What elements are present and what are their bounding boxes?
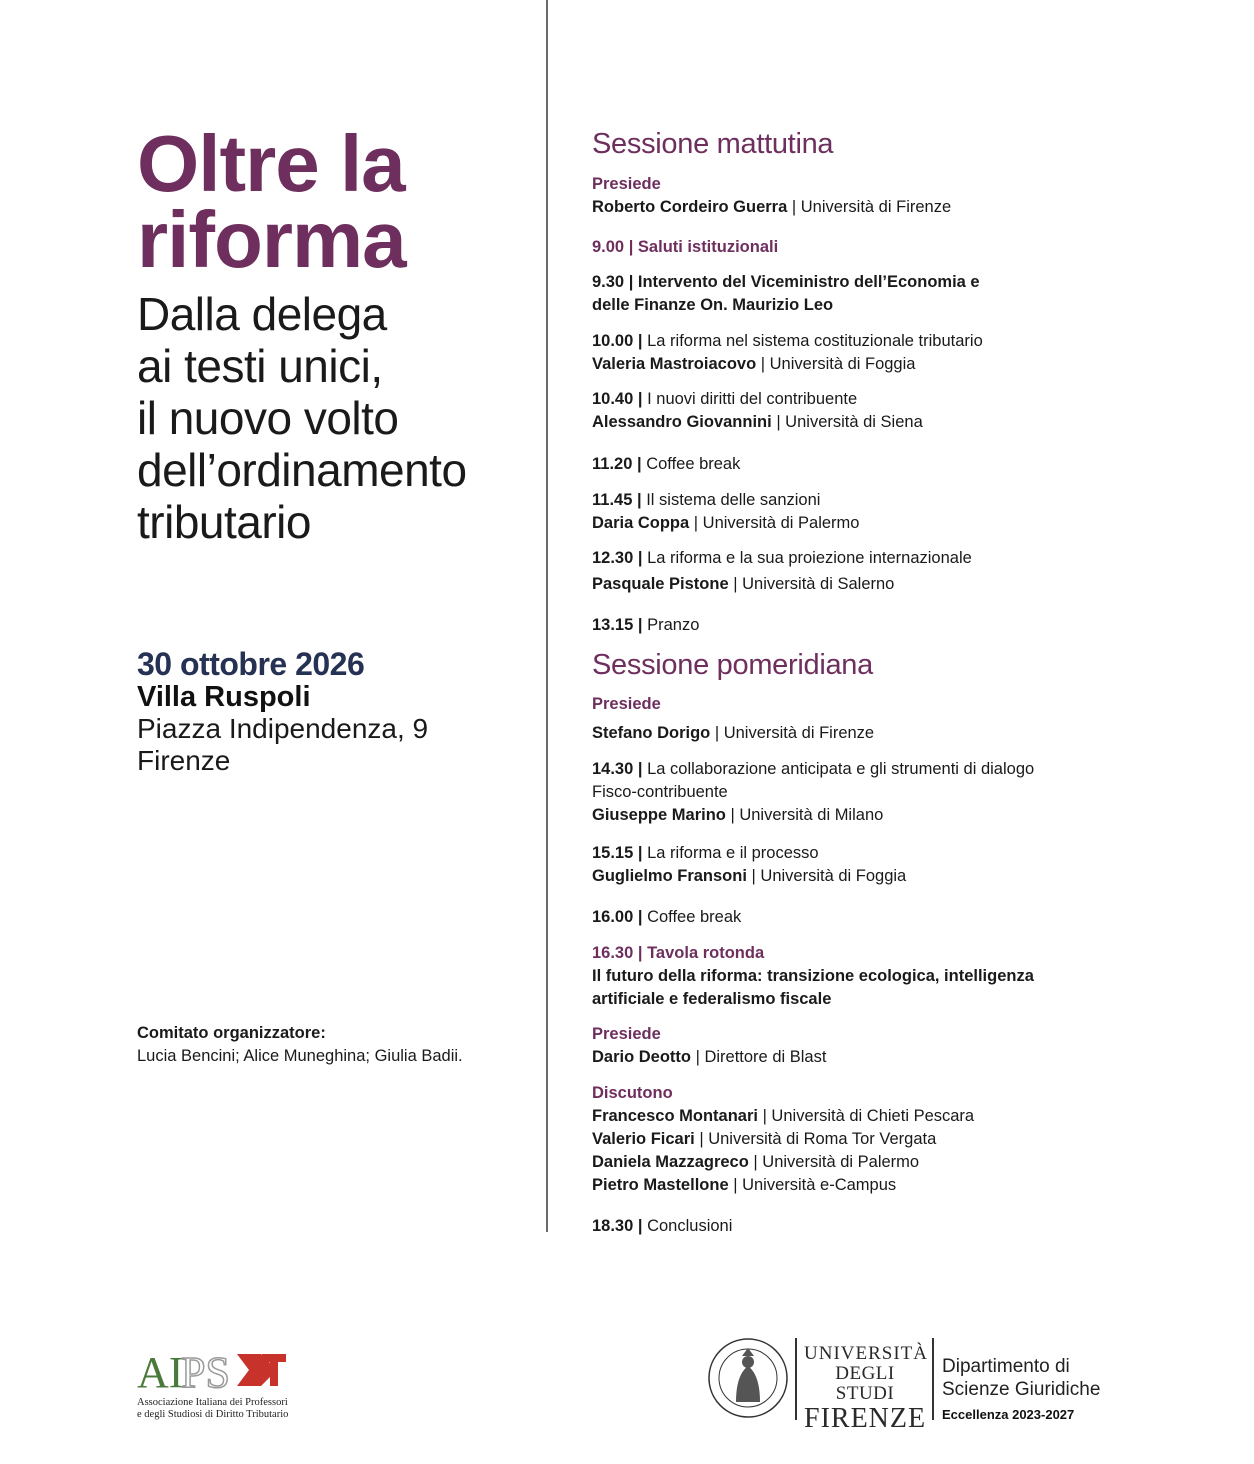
subtitle-line-5: tributario: [137, 496, 311, 548]
speaker-name: Alessandro Giovannini: [592, 413, 772, 431]
slot-1230: [592, 547, 1212, 596]
slot-line-2: delle Finanze On. Maurizio Leo: [592, 296, 834, 314]
subtitle: [137, 288, 537, 548]
slot-time: 18.30 |: [592, 1217, 643, 1235]
morning-chair-affiliation: | Università di Firenze: [791, 198, 952, 216]
excellence-label: Eccellenza 2023-2027: [942, 1407, 1075, 1422]
round-table-heading: 16.30 | Tavola rotonda: [592, 944, 765, 962]
slot-1515: [592, 842, 1212, 888]
discussant-name: Valerio Ficari: [592, 1130, 695, 1148]
slot-title: La collaborazione anticipata e gli strumenti di dialogo: [647, 760, 1035, 778]
speaker-affiliation: | Università di Foggia: [760, 355, 916, 373]
round-table-chair-affiliation: | Direttore di Blast: [695, 1048, 827, 1066]
unifi-line-3: FIRENZE: [804, 1403, 927, 1434]
slot-0900: [592, 236, 1212, 259]
slot-time: 15.15 |: [592, 844, 643, 862]
slot-title: Coffee break: [647, 908, 742, 926]
subtitle-line-2: ai testi unici,: [137, 340, 383, 392]
slot-title: I nuovi diritti del contribuente: [647, 390, 858, 408]
speaker-affiliation: | Università di Palermo: [693, 514, 860, 532]
discussant-affiliation: | Università di Palermo: [753, 1153, 920, 1171]
speaker-affiliation: | Università di Foggia: [751, 867, 907, 885]
round-table-chair-label: Presiede: [592, 1025, 661, 1043]
department-line-2: Scienze Giuridiche: [942, 1379, 1101, 1400]
aipsdt-letters-ai: AI: [137, 1348, 184, 1397]
morning-session-heading: Sessione mattutina: [592, 128, 834, 160]
slot-title-cont: Fisco-contribuente: [592, 783, 728, 801]
aipsdt-caption: [137, 1397, 288, 1421]
round-table-chair: [592, 1023, 1212, 1069]
slot-1000: [592, 330, 1212, 376]
slot-title: Pranzo: [647, 616, 700, 634]
subtitle-line-4: dell’ordinamento: [137, 444, 467, 496]
morning-chair-name: Roberto Cordeiro Guerra: [592, 198, 788, 216]
slot-time: 10.40 |: [592, 390, 643, 408]
discussants: [592, 1082, 1212, 1197]
slot-time: 13.15 |: [592, 616, 643, 634]
aipsdt-caption-line-2: e degli Studiosi di Diritto Tributario: [137, 1409, 289, 1420]
event-address: Piazza Indipendenza, 9: [137, 713, 429, 744]
event-venue: Villa Ruspoli: [137, 681, 311, 713]
discussant-affiliation: | Università di Chieti Pescara: [762, 1107, 975, 1125]
slot-title: La riforma e la sua proiezione internazionale: [647, 549, 972, 567]
discussants-label: Discutono: [592, 1084, 673, 1102]
committee-names: Lucia Bencini; Alice Muneghina; Giulia Badii.: [137, 1047, 463, 1065]
slot-time: 12.30 |: [592, 549, 643, 567]
slot-1630: [592, 942, 1212, 1011]
subtitle-line-3: il nuovo volto: [137, 392, 399, 444]
slot-title: La riforma nel sistema costituzionale tributario: [647, 332, 983, 350]
slot-1430: [592, 758, 1212, 827]
round-table-chair-name: Dario Deotto: [592, 1048, 691, 1066]
unifi-line-1: UNIVERSITÀ: [804, 1343, 928, 1364]
afternoon-chair: [592, 722, 1212, 745]
slot-time: 11.20 |: [592, 455, 642, 473]
slot-1145: [592, 489, 1212, 535]
aipsdt-t-stem: [270, 1354, 278, 1386]
discussant-affiliation: | Università di Roma Tor Vergata: [699, 1130, 937, 1148]
afternoon-chair-affiliation: | Università di Firenze: [714, 724, 875, 742]
speaker-name: Valeria Mastroiacovo: [592, 355, 757, 373]
round-table-title-1: Il futuro della riforma: transizione ecologica, intelligenza: [592, 967, 1034, 985]
speaker-name: Giuseppe Marino: [592, 806, 726, 824]
unifi-line-2: DEGLI STUDI: [835, 1363, 895, 1404]
unifi-wordmark: [804, 1344, 926, 1434]
slot-title: La riforma e il processo: [647, 844, 819, 862]
discussant: [592, 1128, 1212, 1151]
discussant: [592, 1151, 1212, 1174]
event-city: Firenze: [137, 745, 231, 776]
afternoon-chair-name: Stefano Dorigo: [592, 724, 711, 742]
speaker-affiliation: | Università di Salerno: [733, 575, 895, 593]
discussant-name: Francesco Montanari: [592, 1107, 758, 1125]
slot-1315: [592, 614, 1212, 637]
slot-0930: [592, 271, 1212, 317]
page-title: [137, 119, 527, 284]
title-line-1: Oltre la: [137, 119, 405, 208]
unifi-divider-1: [795, 1338, 797, 1420]
slot-line-1: 9.30 | Intervento del Viceministro dell’Economia e: [592, 273, 980, 291]
speaker-affiliation: | Università di Siena: [776, 413, 923, 431]
committee-label: Comitato organizzatore:: [137, 1024, 326, 1042]
title-line-2: riforma: [137, 195, 406, 284]
event-date: 30 ottobre 2026: [137, 646, 365, 682]
afternoon-session-heading: Sessione pomeridiana: [592, 649, 873, 681]
slot-time: 16.00 |: [592, 908, 643, 926]
aipsdt-caption-line-1: Associazione Italiana dei Professori: [137, 1397, 288, 1408]
discussant: [592, 1105, 1212, 1128]
slot-time: 11.45 |: [592, 491, 642, 509]
speaker-name: Pasquale Pistone: [592, 575, 729, 593]
speaker-name: Guglielmo Fransoni: [592, 867, 747, 885]
slot-1120: [592, 453, 1212, 476]
slot-1600: [592, 906, 1212, 929]
aipsdt-letters-ps: PS: [181, 1348, 230, 1397]
round-table-title-2: artificiale e federalismo fiscale: [592, 990, 832, 1008]
slot-title: Conclusioni: [647, 1217, 733, 1235]
slot-time: 14.30 |: [592, 760, 643, 778]
discussant-name: Pietro Mastellone: [592, 1176, 729, 1194]
slot-title: Coffee break: [646, 455, 741, 473]
slot-1040: [592, 388, 1212, 434]
morning-chair-label: Presiede: [592, 175, 661, 193]
unifi-divider-2: [932, 1338, 934, 1420]
speaker-affiliation: | Università di Milano: [730, 806, 884, 824]
subtitle-line-1: Dalla delega: [137, 288, 387, 340]
slot-time: 10.00 |: [592, 332, 643, 350]
unifi-seal-icon: [706, 1336, 790, 1420]
slot-title: Il sistema delle sanzioni: [646, 491, 821, 509]
morning-chair: [592, 173, 1212, 219]
discussant: [592, 1174, 1212, 1197]
speaker-name: Daria Coppa: [592, 514, 690, 532]
discussant-name: Daniela Mazzagreco: [592, 1153, 749, 1171]
slot-time: 9.00 |: [592, 238, 634, 256]
slot-title: Saluti istituzionali: [637, 238, 779, 256]
department-name: [942, 1355, 1100, 1401]
afternoon-chair-label: Presiede: [592, 695, 661, 713]
vertical-divider: [546, 0, 548, 1232]
discussant-affiliation: | Università e-Campus: [733, 1176, 897, 1194]
slot-1830: [592, 1215, 1212, 1238]
department-line-1: Dipartimento di: [942, 1356, 1070, 1377]
